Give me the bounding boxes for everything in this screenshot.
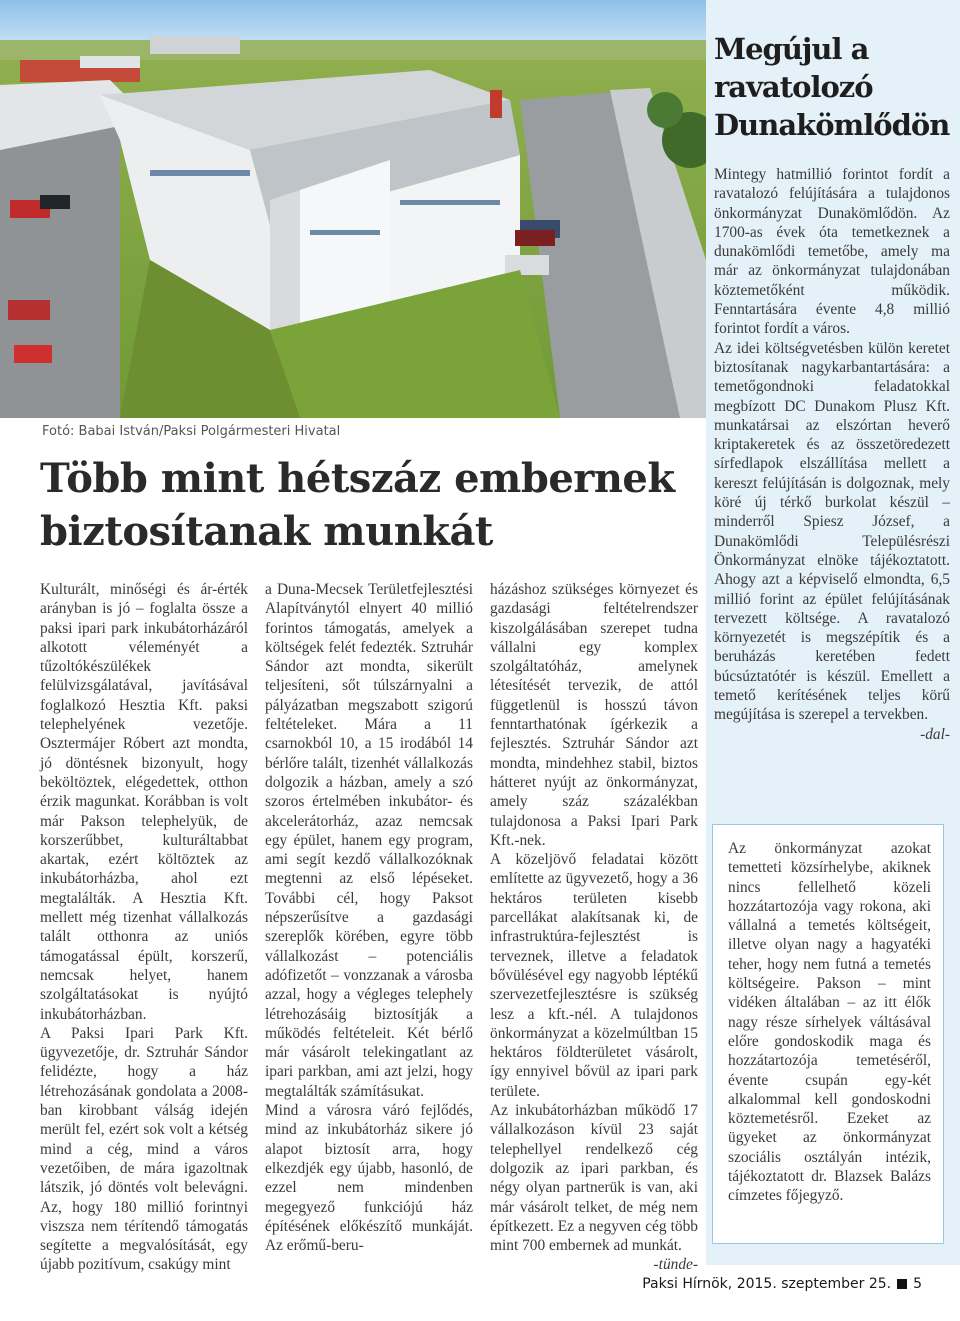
sidebar-boxed-note	[712, 824, 944, 1244]
aerial-photo	[0, 0, 706, 418]
boxed-note-text: Az önkormányzat azokat temetteti közsírhelybe, akiknek nincs fellelhető közeli hozzátartozója vagy rokona, aki vállalná a temetés költségeit, illetve olyan nagy a hagyatéki teher, hogy nem futná a temetés költségeire. Pakson – mint vidéken általában – az itt élők nagy része sírhelyek váltásával előre gondoskodik maga és hozzátartozója temetéséről, évente csupán egy-két alkalommal kell gondoskodni köztemetésről. Ezeket az ügyeket az önkormányzat szociális osztályán intézik, tájékoztatott dr. Blazsek Balázs címzetes főjegyző.	[728, 840, 931, 1205]
article-column-1	[40, 580, 248, 1275]
article-paragraph: Kulturált, minőségi és ár-érték arányban is jó – foglalta össze a paksi ipari park inkubátorházáról alkotott véleményét a tűzoltókészülékek felülvizsgálatával, javításával foglalkozó Hesztia Kft. paksi telephelyének vezetője. Osztermájer Róbert azt mondta, jó döntésnek bizonyult, hogy beköltöztek, elégedettek, otthon érzik magunkat. Korábban is volt már Pakson telephelyük, de korszerűbbet, kulturáltabbat akartak, ezért költöztek az inkubátorházba, ahol ezt megtalálták. A Hesztia Kft. mellett még tizenhat vállalkozás talált otthonra az uniós támogatással épült, korszerű, nemcsak helyet, hanem szolgáltatásokat is nyújtó inkubátorházban.	[40, 581, 248, 1023]
sidebar-signature: -dal-	[920, 725, 950, 743]
aerial-photo-icon	[0, 0, 706, 418]
square-bullet-icon	[897, 1279, 907, 1289]
article-headline	[40, 452, 700, 558]
article-signature: -tünde-	[653, 1256, 698, 1274]
article-column-2	[265, 580, 473, 1255]
photo-credit: Fotó: Babai István/Paksi Polgármesteri Hivatal	[42, 424, 341, 439]
sidebar-paragraph: Mintegy hatmillió forintot fordít a ravatalozó felújítására a tulajdonos önkormányzat Dunakömlődön. Az 1700-as évek óta temetkeznek a dunakömlődi temetőbe, amely ma már az önkormányzat tulajdonában köztemetőként működik. Fenntartására évente 4,8 millió forintot fordít a város.	[714, 166, 950, 338]
article-paragraph: házáshoz szükséges környezet és gazdasági feltételrendszer kiszolgálásában szerepet tudna vállalni egy komplex szolgáltatóház, amelynek létesítését tervezik, de attól függetlenül is hosszú távon fenntarthatónak ígérkezik a fejlesztés. Sztruhár Sándor azt mondta, mindehhez stabil, biztos hátteret nyújt az önkormányzat, amely száz százalékban tulajdonosa a Paksi Ipari Park Kft.-nek.	[490, 581, 698, 849]
sidebar-title: Megújul a ravatolozó Dunakömlődön	[714, 32, 950, 142]
article-paragraph: Mind a városra váró fejlődés, mind az inkubátorház sikere jó alapot biztosít arra, hogy elkezdjék egy újabb, hasonló, de ezzel nem mindenben megegyező funkciójú ház építésének előkészítő munkáját. Az erőmű-beru-	[265, 1102, 473, 1255]
page-number: 5	[913, 1276, 922, 1292]
article-paragraph: A közeljövő feladatai között említette az ügyvezető, hogy a 36 hektáros területen kisebb parcellákat alakítsanak ki, de infrastruktúra-fejlesztést is terveznek, illetve a feladatok bővülésével egy nagyobb léptékű szervezetfejlesztésre is szükség lesz a kft.-nél. A tulajdonos önkormányzat a közelmúltban 15 hektáros földterületet vásárolt, így ennyivel bővül az ipari park területe.	[490, 851, 698, 1100]
page-footer	[642, 1276, 922, 1292]
headline-line-2: biztosítanak munkát	[40, 508, 493, 555]
article-paragraph: A Paksi Ipari Park Kft. ügyvezetője, dr. Sztruhár Sándor felidézte, hogy a ház létrehozásának gondolata a 2008-ban kirobbant válság idején merült fel, ezért sok volt a kétség mind a cég, mind a város vezetőiben, de mára igazoltnak látszik, jó döntés volt belevágni. Az, hogy 180 millió forintnyi viszsza nem térítendő támogatás segítette a megvalósítását, egy újabb pozitívum, csakúgy mint	[40, 1024, 248, 1274]
article-paragraph: a Duna-Mecsek Területfejlesztési Alapítványtól elnyert 40 millió forintos támogatás, amelyek a költségek felét fedezték. Sztruhár Sándor azt mondta, sikerült teljesíteni, sőt túlszárnyalni a pályázatban megszabott szigorú feltételeket. Mára a 11 csarnokból 10, a 15 irodából 14 bérlőre talált, tizenhét vállalkozás dolgozik a házban, amely a szó szoros értelmében inkubátor- és akcelerátorház, azaz nemcsak egy épület, hanem egy program, ami segít kezdő vállalkozóknak megtenni az első lépéseket. További cél, hogy Paksot népszerűsítve a gazdasági szereplők körében, egyre több vállalkozást – potenciális adófizetőt – vonzzanak a városba azzal, hogy a végleges telephely létrehozásáig biztosítják a működés feltételeit. Két bérlő már vásárolt telekingatlant az ipari parkban, ami azt jelzi, hogy megtalálták számításukat.	[265, 581, 473, 1100]
sidebar-paragraph: Az idei költségvetésben külön keretet biztosítanak nagykarbantartására: a temetőgondnoki feladatokkal megbízott DC Dunakom Plusz Kft. munkatársai az elszórtan heverő kriptakeretek és az összetöredezett sírfedlapok elszállítása mellett a kereszt felújításán is dolgoznak, mely köré új térkő burkolat készül – minderről Spiesz József, a Dunakömlődi Településrészi Önkormányzat elnöke tájékoztatott. Ahogy azt a képviselő elmondta, 6,5 millió forint az épület felújításának tervezett költsége. A ravatalozó környezetét is megszépítik és a beruházás keretében fedett búcsúztatótér is készül. Emellett a temető kerítésének teljes körű megújítása is szerepel a tervekben.	[714, 339, 950, 724]
footer-publication: Paksi Hírnök, 2015. szeptember 25.	[642, 1276, 892, 1292]
sidebar-body	[714, 165, 950, 744]
article-paragraph: Az inkubátorházban működő 17 vállalkozáson kívül 23 saját telephellyel rendelkező cég dolgozik az ipari parkban, és négy olyan partnerük is van, aki már vásárolt telket, de még nem építkezett. Ez a negyven cég több mint 700 embernek ad munkát.	[490, 1102, 698, 1255]
article-column-3	[490, 580, 698, 1275]
sidebar-panel	[706, 0, 960, 1265]
headline-line-1: Több mint hétszáz embernek	[40, 455, 675, 502]
